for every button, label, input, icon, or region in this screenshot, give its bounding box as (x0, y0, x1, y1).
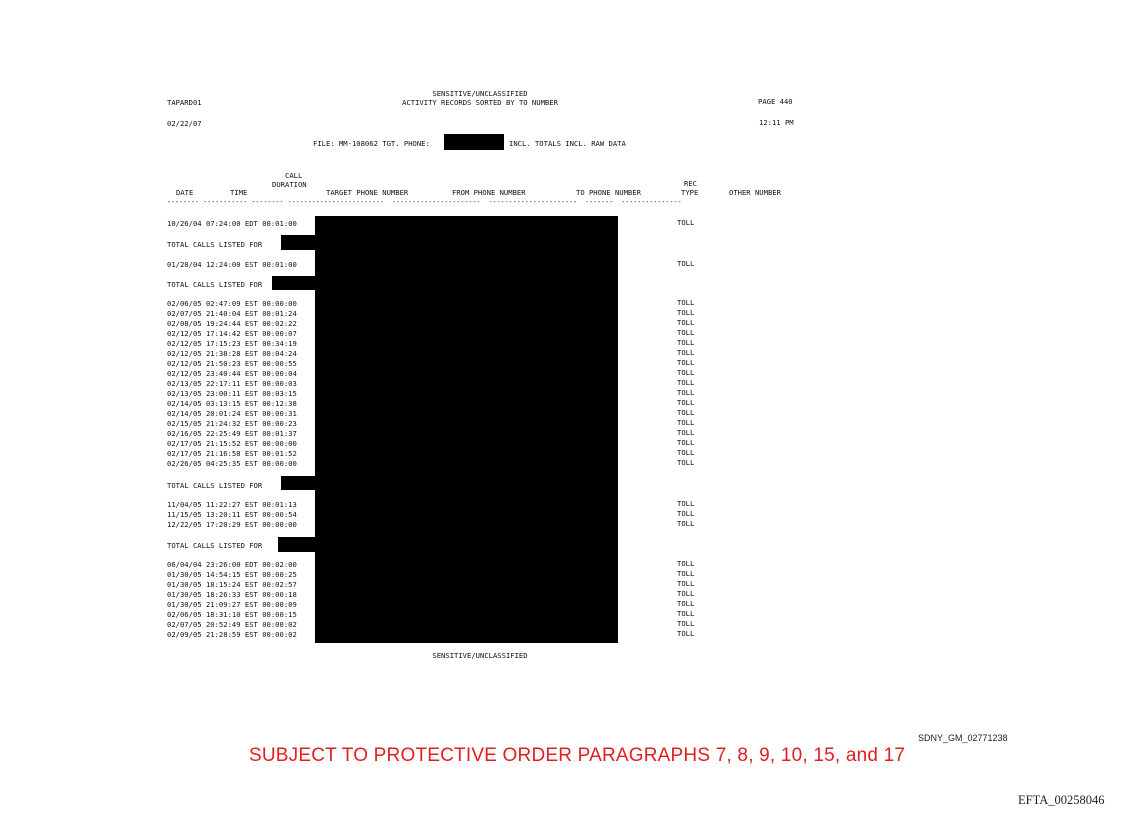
table-row: 02/09/05 21:28:59 EST 00:00:02 (167, 630, 297, 639)
table-row: 02/07/05 21:40:04 EST 00:01:24 (167, 309, 297, 318)
table-row: 02/06/05 02:47:09 EST 00:00:00 (167, 299, 297, 308)
table-row: 02/07/05 20:52:49 EST 00:00:02 (167, 620, 297, 629)
table-row: 01/30/05 21:09:27 EST 00:00:09 (167, 600, 297, 609)
rec-type: TOLL (677, 599, 695, 608)
rec-type: TOLL (677, 509, 695, 518)
rec-type: TOLL (677, 398, 695, 407)
col-to: TO PHONE NUMBER (576, 188, 641, 197)
total-calls-label: TOTAL CALLS LISTED FOR (167, 240, 263, 249)
call-group-5 (167, 560, 297, 640)
redaction-total (278, 537, 317, 552)
rec-type: TOLL (677, 458, 695, 467)
rec-type: TOLL (677, 259, 695, 268)
rec-type: TOLL (677, 519, 695, 528)
rec-type-group-4 (677, 499, 694, 529)
table-row: 02/13/05 23:00:11 EST 00:03:15 (167, 389, 297, 398)
rec-type: TOLL (677, 318, 695, 327)
rec-type: TOLL (677, 629, 695, 638)
rec-type: TOLL (677, 378, 695, 387)
table-row: 02/06/05 18:31:10 EST 00:00:15 (167, 610, 297, 619)
rec-type: TOLL (677, 589, 695, 598)
efta-number: EFTA_00258046 (1018, 793, 1105, 807)
report-date: 02/22/07 (167, 119, 202, 128)
rec-type: TOLL (677, 569, 695, 578)
call-group-3 (167, 299, 297, 469)
col-duration: DURATION (272, 180, 307, 189)
file-line-label: FILE: MM-108062 TGT. PHONE: (313, 139, 430, 148)
rec-type: TOLL (677, 298, 695, 307)
rec-type: TOLL (677, 438, 695, 447)
redaction-target-phone (444, 134, 504, 150)
table-row: 02/12/05 21:38:28 EST 00:04:24 (167, 349, 297, 358)
rec-type: TOLL (677, 448, 695, 457)
call-group-4 (167, 500, 297, 530)
report-time: 12:11 PM (759, 118, 794, 127)
bates-number: SDNY_GM_02771238 (918, 733, 1008, 743)
rec-type: TOLL (677, 348, 695, 357)
rec-type: TOLL (677, 579, 695, 588)
rec-type: TOLL (677, 328, 695, 337)
table-row: 02/17/05 21:16:58 EST 00:01:52 (167, 449, 297, 458)
page-number: PAGE 440 (758, 97, 793, 106)
table-row: 11/15/05 13:20:11 EST 00:00:54 (167, 510, 297, 519)
col-date: DATE (176, 188, 194, 197)
table-row: 02/14/05 20:01:24 EST 00:00:31 (167, 409, 297, 418)
table-row: 02/16/05 22:25:49 EST 00:01:37 (167, 429, 297, 438)
table-row: 01/30/05 18:26:33 EST 00:00:18 (167, 590, 297, 599)
footer-classification: SENSITIVE/UNCLASSIFIED (432, 651, 528, 660)
rec-type: TOLL (677, 559, 695, 568)
table-row: 12/22/05 17:20:29 EST 00:00:00 (167, 520, 297, 529)
redaction-total (272, 276, 317, 290)
report-title: ACTIVITY RECORDS SORTED BY TO NUMBER (402, 98, 558, 107)
protective-order-notice: SUBJECT TO PROTECTIVE ORDER PARAGRAPHS 7, 8, 9, 10, 15, and 17 (249, 745, 906, 766)
col-type: TYPE (681, 188, 699, 197)
table-row: 02/14/05 03:13:15 EST 00:12:38 (167, 399, 297, 408)
total-calls-label: TOTAL CALLS LISTED FOR (167, 481, 263, 490)
rec-type: TOLL (677, 619, 695, 628)
rec-type: TOLL (677, 408, 695, 417)
total-calls-label: TOTAL CALLS LISTED FOR (167, 280, 263, 289)
table-row: 02/13/05 22:17:11 EST 00:00:03 (167, 379, 297, 388)
table-row: 02/08/05 19:24:44 EST 00:02:22 (167, 319, 297, 328)
col-other: OTHER NUMBER (729, 188, 781, 197)
redaction-total (281, 476, 317, 490)
file-line-options: INCL. TOTALS INCL. RAW DATA (509, 139, 626, 148)
table-row: 02/12/05 23:40:44 EST 00:00:04 (167, 369, 297, 378)
col-call: CALL (285, 171, 303, 180)
rec-type: TOLL (677, 388, 695, 397)
table-row: 10/26/04 07:24:00 EDT 00:01:00 (167, 219, 297, 228)
table-row: 02/12/05 17:14:42 EST 00:00:07 (167, 329, 297, 338)
header-divider: -------- ----------- -------- ------------------------ ---------------------- ---------------------- ------- --------------- (167, 198, 682, 206)
col-from: FROM PHONE NUMBER (452, 188, 526, 197)
col-target: TARGET PHONE NUMBER (326, 188, 409, 197)
table-row: 06/04/04 23:26:00 EDT 00:02:00 (167, 560, 297, 569)
rec-type: TOLL (677, 609, 695, 618)
table-row: 01/30/05 14:54:15 EST 00:00:25 (167, 570, 297, 579)
header-classification: SENSITIVE/UNCLASSIFIED (432, 89, 528, 98)
rec-type: TOLL (677, 218, 695, 227)
table-row: 02/26/05 04:25:35 EST 00:00:00 (167, 459, 297, 468)
col-time: TIME (230, 188, 248, 197)
table-row: 02/15/05 21:24:32 EST 00:00:23 (167, 419, 297, 428)
rec-type-group-3 (677, 298, 694, 468)
table-row: 01/28/04 12:24:00 EST 00:01:00 (167, 260, 297, 269)
table-row: 01/30/05 18:15:24 EST 00:02:57 (167, 580, 297, 589)
col-rec: REC (684, 179, 697, 188)
table-row: 11/04/05 11:22:27 EST 00:01:13 (167, 500, 297, 509)
table-row: 02/17/05 21:15:52 EST 00:00:00 (167, 439, 297, 448)
rec-type: TOLL (677, 338, 695, 347)
rec-type: TOLL (677, 418, 695, 427)
table-row: 02/12/05 21:50:23 EST 00:00:55 (167, 359, 297, 368)
rec-type: TOLL (677, 358, 695, 367)
rec-type-group-5 (677, 559, 694, 639)
table-row: 02/12/05 17:15:23 EST 00:34:19 (167, 339, 297, 348)
total-calls-label: TOTAL CALLS LISTED FOR (167, 541, 263, 550)
rec-type: TOLL (677, 308, 695, 317)
redaction-phone-columns (315, 216, 618, 643)
redaction-total (281, 235, 317, 250)
report-id: TAPARD01 (167, 98, 202, 107)
rec-type: TOLL (677, 428, 695, 437)
rec-type: TOLL (677, 368, 695, 377)
rec-type: TOLL (677, 499, 695, 508)
